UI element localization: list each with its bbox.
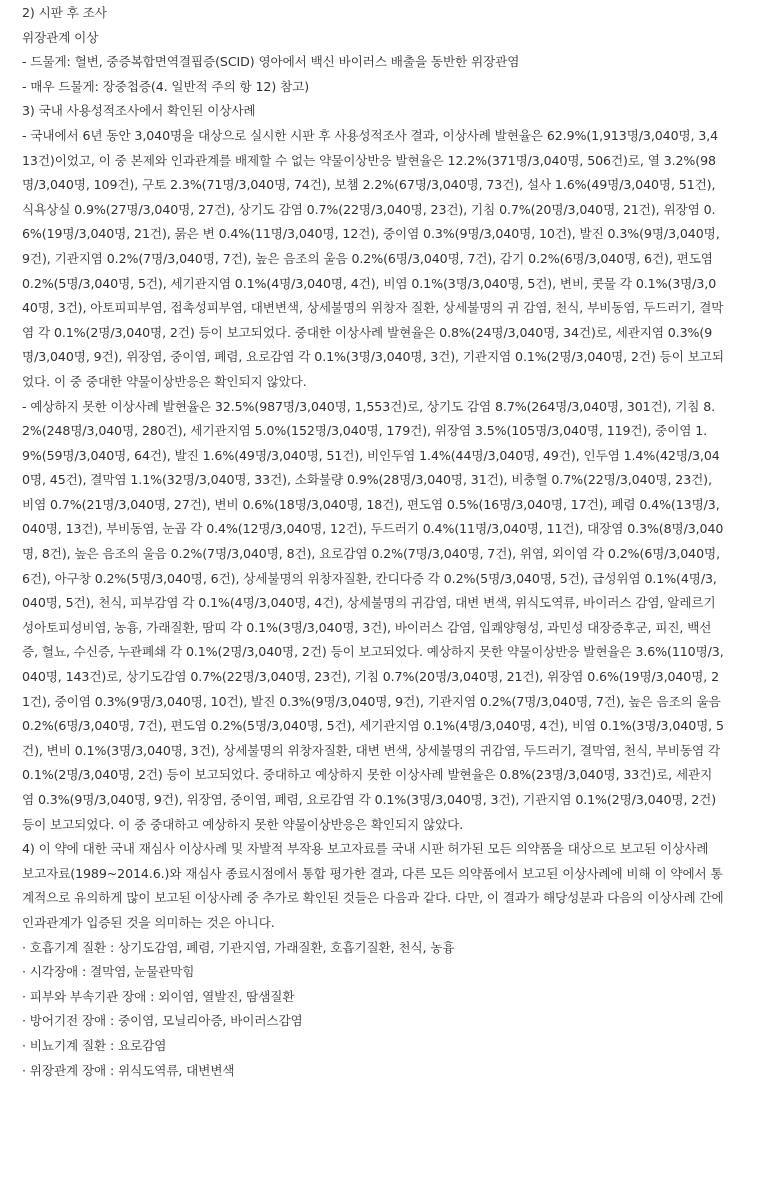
- document-body: [22, 0, 724, 1083]
- section-2-subheading: 위장관계 이상: [22, 29, 99, 45]
- section-2-very-rare-item: - 매우 드물게: 장중첩증(4. 일반적 주의 항 12) 참고): [22, 78, 310, 94]
- section-3-paragraph-1: - 국내에서 6년 동안 3,040명을 대상으로 실시한 시판 후 사용성적조사 결과, 이상사례 발현율은 62.9%(1,913명/3,040명, 3,413건)이었고, 이 중 본제와 인과관계를 배제할 수 없는 약물이상반응 발현율은 12.2%(371명/3,040명, 506건)로, 열 3.2%(98명/3,040명, 109건), 구토 2.3%(71명/3,040명, 74건), 보챔 2.2%(67명/3,040명, 73건), 설사 1.6%(49명/3,040명, 51건), 식욕상실 0.9%(27명/3,040명, 27건), 상기도 감염 0.7%(22명/3,040명, 23건), 기침 0.7%(20명/3,040명, 21건), 위장염 0.6%(19명/3,040명, 21건), 묽은 변 0.4%(11명/3,040명, 12건), 중이염 0.3%(9명/3,040명, 10건), 발진 0.3%(9명/3,040명, 9건), 기관지염 0.2%(7명/3,040명, 7건), 높은 음조의 울음 0.2%(6명/3,040명, 7건), 감기 0.2%(6명/3,040명, 6건), 편도염 0.2%(5명/3,040명, 5건), 세기관지염 0.1%(4명/3,040명, 4건), 비염 0.1%(3명/3,040명, 5건), 변비, 콧물 각 0.1%(3명/3,040명, 3건), 아토피피부염, 접촉성피부염, 대변변색, 상세불명의 위창자 질환, 상세불명의 귀 감염, 천식, 부비동염, 두드러기, 결막염 각 0.1%(2명/3,040명, 2건) 등이 보고되었다. 중대한 이상사례 발현율은 0.8%(24명/3,040명, 34건)로, 세관지염 0.3%(9명/3,040명, 9건), 위장염, 중이염, 폐렴, 요로감염 각 0.1%(3명/3,040명, 3건), 기관지염 0.1%(2명/3,040명, 2건) 등이 보고되었다. 이 중 중대한 약물이상반응은 확인되지 않았다.: [22, 127, 724, 389]
- section-4-list-item: · 위장관계 장애 : 위식도역류, 대변변색: [22, 1062, 235, 1078]
- section-2-heading: 2) 시판 후 조사: [22, 5, 107, 20]
- section-4-list-item: · 방어기전 장애 : 중이염, 모닐리아증, 바이러스감염: [22, 1013, 303, 1029]
- section-3-heading: 3) 국내 사용성적조사에서 확인된 이상사례: [22, 103, 256, 119]
- section-4-list-item: · 호흡기계 질환 : 상기도감염, 폐렴, 기관지염, 가래질환, 호흡기질환, 천식, 농흉: [22, 939, 455, 955]
- section-4-paragraph: 4) 이 약에 대한 국내 재심사 이상사례 및 자발적 부작용 보고자료를 국내 시판 허가된 모든 의약품을 대상으로 보고된 이상사례 보고자료(1989~2014.6.)와 재심사 종료시점에서 통합 평가한 결과, 다른 모든 의약품에서 보고된 이상사례에 비해 이 약에서 통계적으로 유의하게 많이 보고된 이상사례 중 추가로 확인된 것들은 다음과 같다. 다만, 이 결과가 해당성분과 다음의 이상사례 간에 인과관계가 입증된 것을 의미하는 것은 아니다.: [22, 841, 724, 930]
- section-4-list-item: · 피부와 부속기관 장애 : 외이염, 열발진, 땀샘질환: [22, 988, 295, 1004]
- section-4-list-item: · 시각장애 : 결막염, 눈물관막힘: [22, 964, 195, 980]
- section-4-list-item: · 비뇨기계 질환 : 요로감염: [22, 1037, 167, 1053]
- section-3-paragraph-2: - 예상하지 못한 이상사례 발현율은 32.5%(987명/3,040명, 1,553건)로, 상기도 감염 8.7%(264명/3,040명, 301건), 기침 8.2%(248명/3,040명, 280건), 세기관지염 5.0%(152명/3,040명, 179건), 위장염 3.5%(105명/3,040명, 119건), 중이염 1.9%(59명/3,040명, 64건), 발진 1.6%(49명/3,040명, 51건), 비인두염 1.4%(44명/3,040명, 49건), 인두염 1.4%(42명/3,040명, 45건), 결막염 1.1%(32명/3,040명, 33건), 소화불량 0.9%(28명/3,040명, 31건), 비충혈 0.7%(22명/3,040명, 23건), 비염 0.7%(21명/3,040명, 27건), 변비 0.6%(18명/3,040명, 18건), 편도염 0.5%(16명/3,040명, 17건), 폐렴 0.4%(13명/3,040명, 13건), 부비동염, 눈곱 각 0.4%(12명/3,040명, 12건), 두드러기 0.4%(11명/3,040명, 11건), 대장염 0.3%(8명/3,040명, 8건), 높은 음조의 울음 0.2%(7명/3,040명, 8건), 요로감염 0.2%(7명/3,040명, 7건), 위염, 외이염 각 0.2%(6명/3,040명, 6건), 아구창 0.2%(5명/3,040명, 6건), 상세불명의 위창자질환, 칸디다증 각 0.2%(5명/3,040명, 5건), 급성위염 0.1%(4명/3,040명, 5건), 천식, 피부감염 각 0.1%(4명/3,040명, 4건), 상세불명의 귀감염, 대변 변색, 위식도역류, 바이러스 감염, 알레르기성아토피성비염, 농흉, 가래질환, 땀띠 각 0.1%(3명/3,040명, 3건), 바이러스 감염, 입쾌양형성, 과민성 대장증후군, 피진, 백선증, 혈뇨, 수신증, 누관폐쇄 각 0.1%(2명/3,040명, 2건) 등이 보고되었다. 예상하지 못한 약물이상반응 발현율은 3.6%(110명/3,040명, 143건)로, 상기도감염 0.7%(22명/3,040명, 23건), 기침 0.7%(20명/3,040명, 21건), 위장염 0.6%(19명/3,040명, 21건), 중이염 0.3%(9명/3,040명, 10건), 발진 0.3%(9명/3,040명, 9건), 기관지염 0.2%(7명/3,040명, 7건), 높은 음조의 울음 0.2%(6명/3,040명, 7건), 편도염 0.2%(5명/3,040명, 5건), 세기관지염 0.1%(4명/3,040명, 4건), 비염 0.1%(3명/3,040명, 5건), 변비 0.1%(3명/3,040명, 3건), 상세불명의 위창자질환, 대변 변색, 상세불명의 귀감염, 두드러기, 결막염, 천식, 부비동염 각 0.1%(2명/3,040명, 2건) 등이 보고되었다. 중대하고 예상하지 못한 이상사례 발현율은 0.8%(23명/3,040명, 33건)로, 세관지염 0.3%(9명/3,040명, 9건), 위장염, 중이염, 폐렴, 요로감염 각 0.1%(3명/3,040명, 3건), 기관지염 0.1%(2명/3,040명, 2건) 등이 보고되었다. 이 중 중대하고 예상하지 못한 약물이상반응은 확인되지 않았다.: [22, 398, 724, 832]
- section-2-rare-item: - 드물게: 혈변, 중증복합면역결핍증(SCID) 영아에서 백신 바이러스 배출을 동반한 위장관염: [22, 54, 520, 70]
